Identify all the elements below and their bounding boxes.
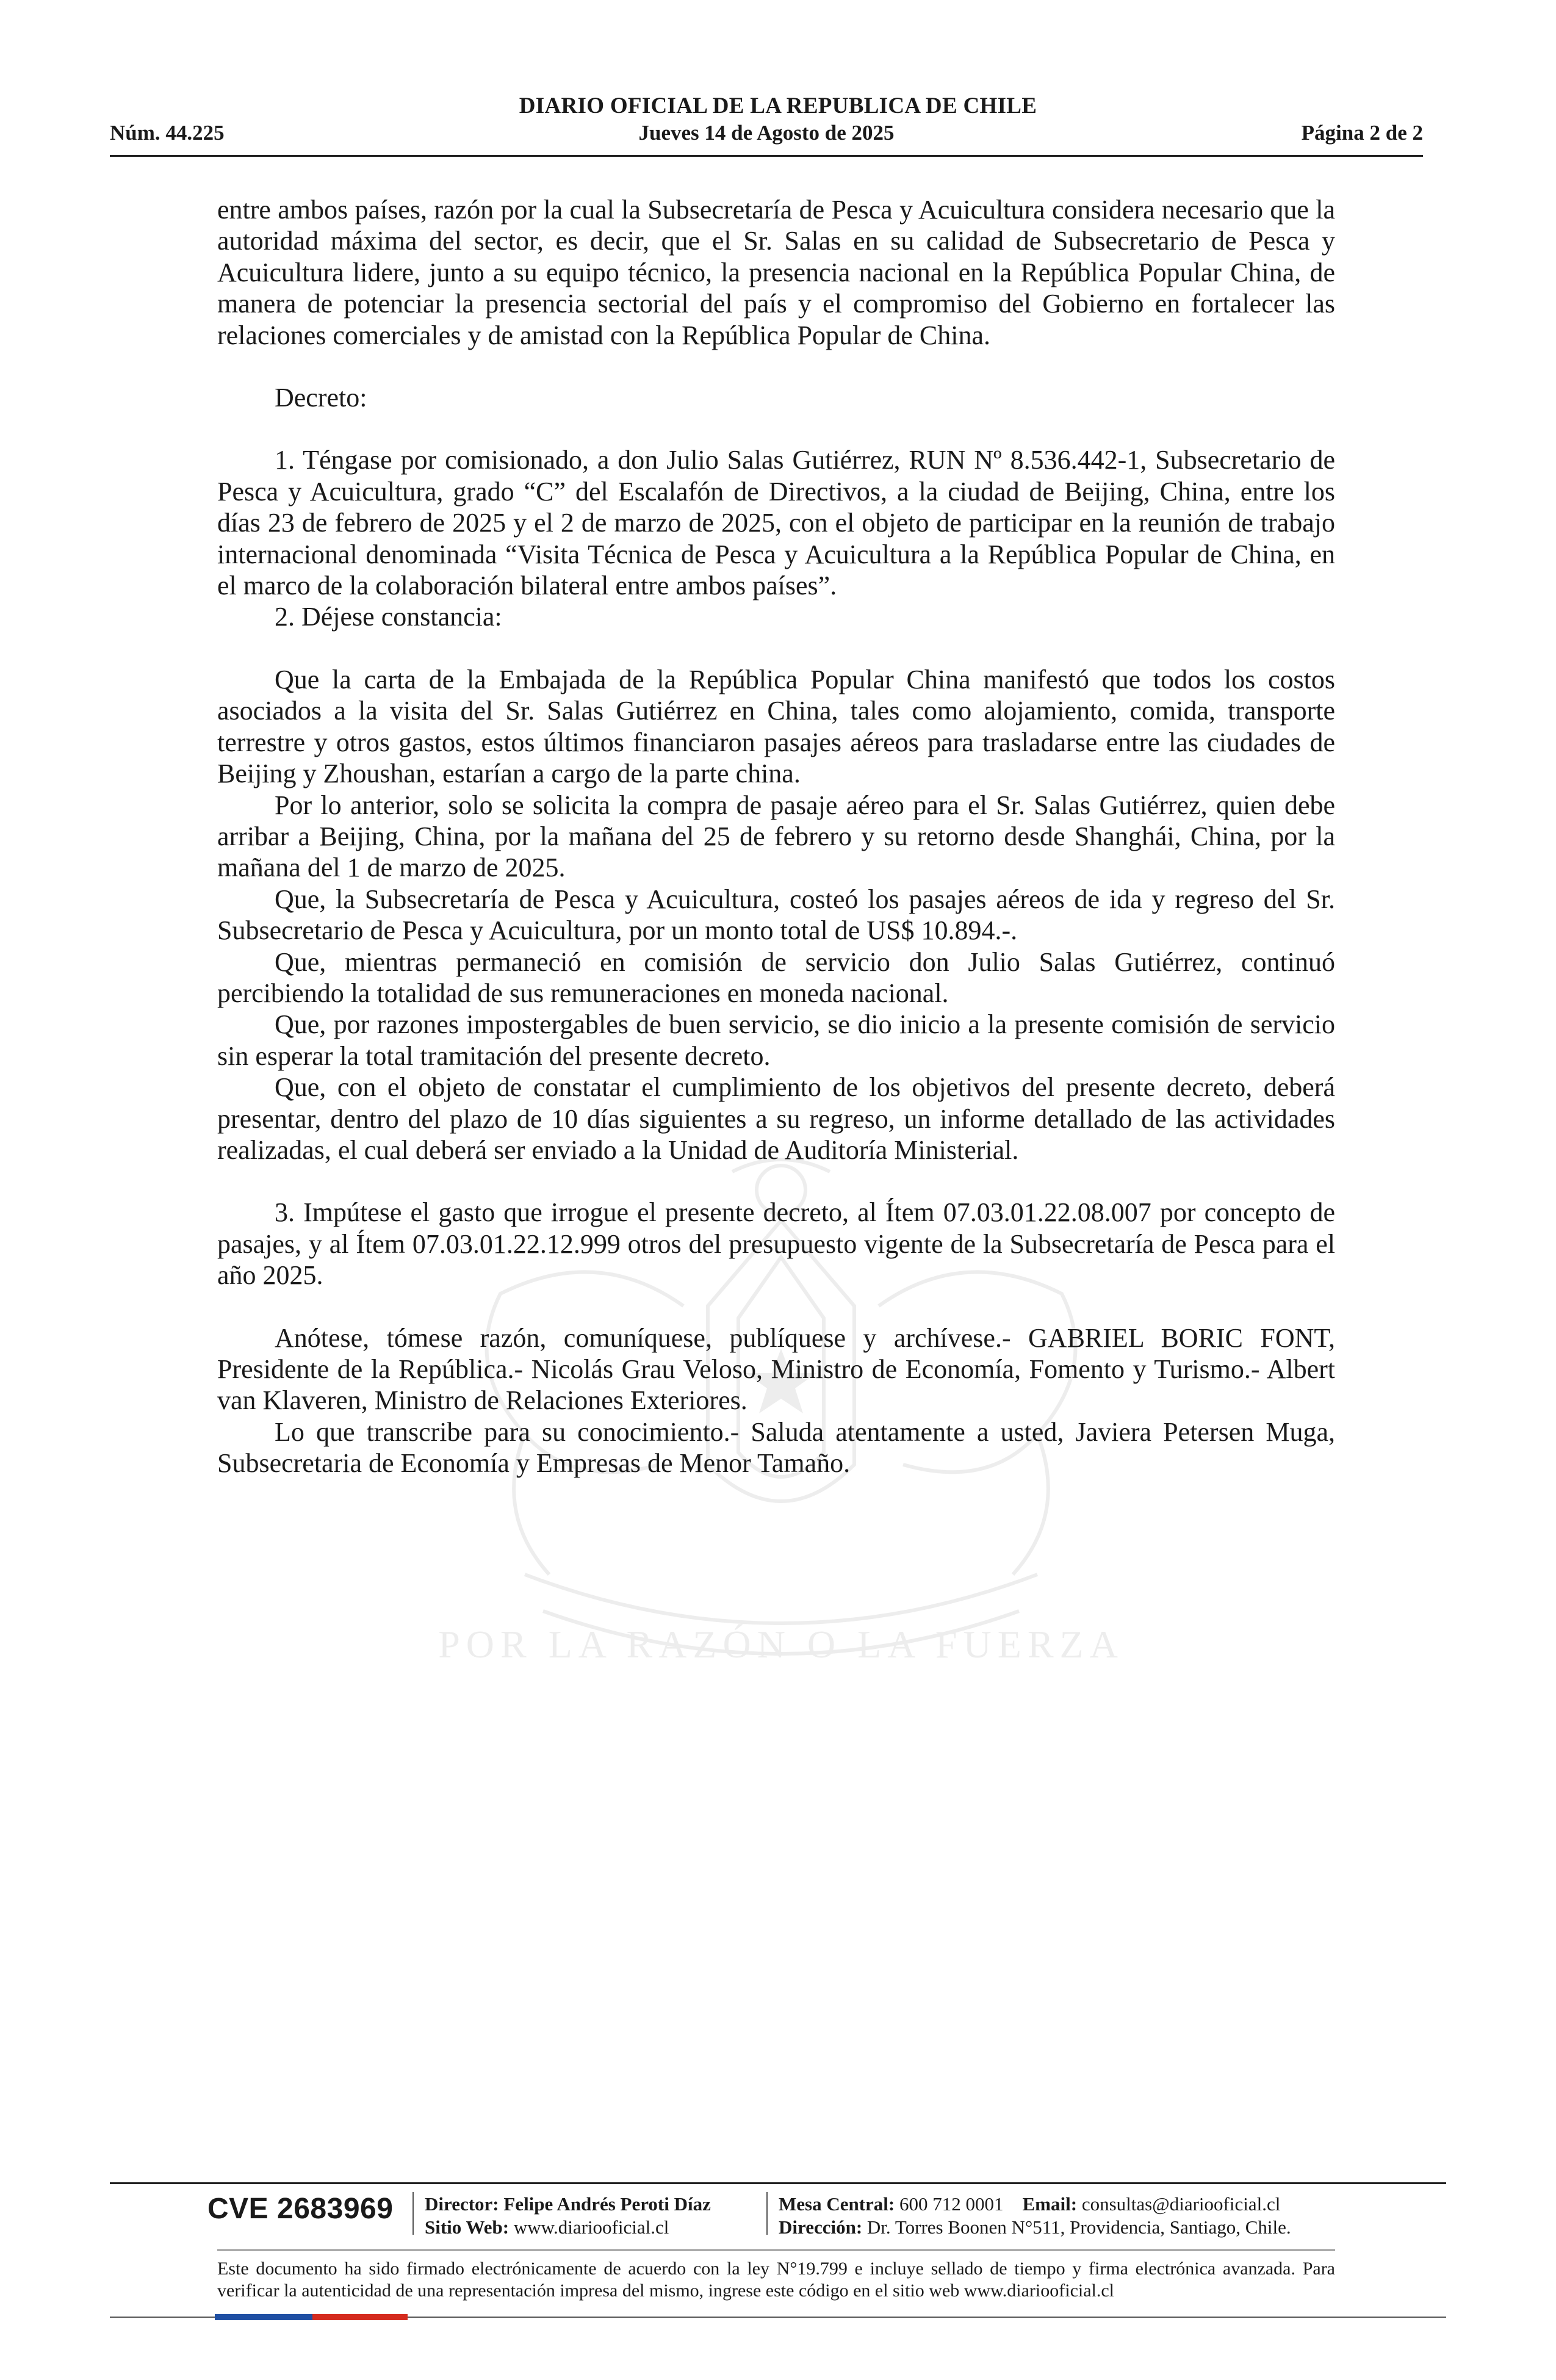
flag-stripe-blue xyxy=(215,2314,312,2320)
article-2: 2. Déjese constancia: xyxy=(275,602,502,632)
article-1: 1. Téngase por comisionado, a don Julio Salas Gutiérrez, RUN Nº 8.536.442-1, Subsecretario de Pesca y Acuicultura, grado “C” del Escalafón de Directivos, a la ciudad de Beijing, China, entre los días 23 de febrero de 2025 y el 2 de marzo de 2025, con el objeto de participar en la reunión de trabajo internacional denominada “Visita Técnica de Pesca y Acuicultura a la República Popular de China, en el marco de la colaboración bilateral entre ambos países”. xyxy=(217,445,1335,601)
address-label: Dirección: xyxy=(779,2216,863,2238)
consideration-4: Que, mientras permaneció en comisión de servicio don Julio Salas Gutiérrez, continuó percibiendo la totalidad de sus remuneraciones en moneda nacional. xyxy=(217,947,1335,1008)
mesa-phone: 600 712 0001 xyxy=(899,2193,1004,2215)
consideration-3: Que, la Subsecretaría de Pesca y Acuicultura, costeó los pasajes aéreos de ida y regreso del Sr. Subsecretario de Pesca y Acuicultura, por un monto total de US$ 10.894.-. xyxy=(217,884,1335,946)
footer-top-divider xyxy=(110,2182,1446,2184)
consideration-5: Que, por razones impostergables de buen servicio, se dio inicio a la presente comisión de servicio sin esperar la total tramitación del presente decreto. xyxy=(217,1009,1335,1071)
consideration-2: Por lo anterior, solo se solicita la compra de pasaje aéreo para el Sr. Salas Gutiérrez, quien debe arribar a Beijing, China, por la mañana del 25 de febrero y su retorno desde Shanghái, China, por la mañana del 1 de marzo de 2025. xyxy=(217,790,1335,883)
page-indicator: Página 2 de 2 xyxy=(1301,121,1423,145)
electronic-signature-note: Este documento ha sido firmado electrónicamente de acuerdo con la ley N°19.799 e incluye sellado de tiempo y firma electrónica avanzada. Para verificar la autenticidad de una representación impresa del mismo, ingrese este código en el sitio web www.diariooficial.cl xyxy=(217,2259,1335,2301)
paragraph-continuation: entre ambos países, razón por la cual la Subsecretaría de Pesca y Acuicultura considera necesario que la autoridad máxima del sector, es decir, que el Sr. Salas en su calidad de Subsecretario de Pesca y Acuicultura lidere, junto a su equipo técnico, la presencia nacional en la República Popular China, de manera de potenciar la presencia sectorial del país y el compromiso del Gobierno en fortalecer las relaciones comerciales y de amistad con la República Popular de China. xyxy=(217,195,1335,350)
cve-code: CVE 2683969 xyxy=(207,2193,394,2225)
consideration-6: Que, con el objeto de constatar el cumplimiento de los objetivos del presente decreto, deberá presentar, dentro del plazo de 10 días siguientes a su regreso, un informe detallado de las actividades realizadas, el cual deberá ser enviado a la Unidad de Auditoría Ministerial. xyxy=(217,1072,1335,1165)
decreto-heading: Decreto: xyxy=(275,383,367,413)
director-name: Felipe Andrés Peroti Díaz xyxy=(503,2193,711,2215)
closing-signatures: Anótese, tómese razón, comuníquese, publíquese y archívese.- GABRIEL BORIC FONT, Presidente de la República.- Nicolás Grau Veloso, Ministro de Economía, Fomento y Turismo.- Albert van Klaveren, Ministro de Relaciones Exteriores. xyxy=(217,1322,1335,1416)
footer-separator xyxy=(412,2192,414,2235)
footer-contact-block xyxy=(779,2193,1291,2239)
issue-date: Jueves 14 de Agosto de 2025 xyxy=(638,121,895,145)
address-value: Dr. Torres Boonen N°511, Providencia, Santiago, Chile. xyxy=(866,2216,1291,2238)
issue-number: Núm. 44.225 xyxy=(110,121,225,145)
article-3: 3. Impútese el gasto que irrogue el presente decreto, al Ítem 07.03.01.22.08.007 por concepto de pasajes, y al Ítem 07.03.01.22.12.999 otros del presupuesto vigente de la Subsecretaría de Pesca para el año 2025. xyxy=(217,1197,1335,1291)
director-label: Director: xyxy=(425,2193,499,2215)
site-url[interactable]: www.diariooficial.cl xyxy=(513,2216,669,2238)
footer-middle-divider xyxy=(217,2249,1335,2251)
header-divider xyxy=(110,155,1423,157)
flag-stripe-red xyxy=(312,2314,408,2320)
email-address[interactable]: consultas@diariooficial.cl xyxy=(1081,2193,1281,2215)
email-label: Email: xyxy=(1022,2193,1078,2215)
footer-director-block xyxy=(425,2193,711,2239)
mesa-label: Mesa Central: xyxy=(779,2193,895,2215)
watermark-motto: POR LA RAZÓN O LA FUERZA xyxy=(438,1623,1124,1666)
footer-separator xyxy=(766,2192,768,2235)
header-row xyxy=(110,121,1423,149)
closing-transcription: Lo que transcribe para su conocimiento.- Saluda atentamente a usted, Javiera Petersen Muga, Subsecretaria de Economía y Empresas de Menor Tamaño. xyxy=(217,1416,1335,1479)
document-body xyxy=(217,194,1335,1479)
newspaper-title: DIARIO OFICIAL DE LA REPUBLICA DE CHILE xyxy=(519,93,1037,118)
consideration-1: Que la carta de la Embajada de la República Popular China manifestó que todos los costos asociados a la visita del Sr. Salas Gutiérrez en China, tales como alojamiento, comida, transporte terrestre y otros gastos, estos últimos financiaron pasajes aéreos para trasladarse entre las ciudades de Beijing y Zhoushan, estarían a cargo de la parte china. xyxy=(217,664,1335,789)
site-label: Sitio Web: xyxy=(425,2216,510,2238)
